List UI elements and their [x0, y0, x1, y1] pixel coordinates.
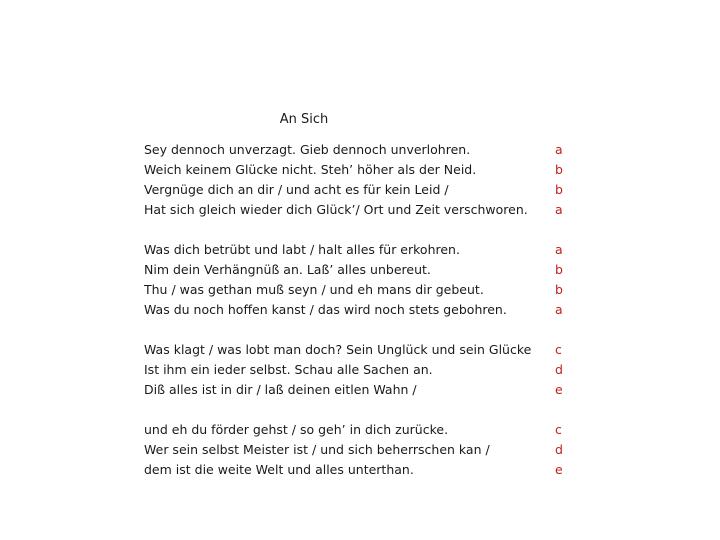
verse-line	[144, 440, 574, 460]
verse-text: Diß alles ist in dir / laß deinen eitlen Wahn /	[144, 382, 417, 397]
poem	[144, 112, 574, 480]
verse-line	[144, 300, 574, 320]
verse-line	[144, 340, 574, 360]
verse-line	[144, 180, 574, 200]
verse-text: Was dich betrübt und labt / halt alles für erkohren.	[144, 242, 460, 257]
rhyme-marker: b	[555, 282, 563, 297]
rhyme-marker: d	[555, 362, 563, 377]
verse-text: Vergnüge dich an dir / und acht es für kein Leid /	[144, 182, 449, 197]
rhyme-marker: e	[555, 382, 563, 397]
verse-text: Was du noch hoffen kanst / das wird noch stets gebohren.	[144, 302, 507, 317]
verse-text: Sey dennoch unverzagt. Gieb dennoch unverlohren.	[144, 142, 471, 157]
rhyme-marker: b	[555, 262, 563, 277]
verse-text: Weich keinem Glücke nicht. Steh’ höher als der Neid.	[144, 162, 477, 177]
rhyme-marker: c	[555, 342, 562, 357]
stanza-3	[144, 340, 574, 400]
verse-text: Thu / was gethan muß seyn / und eh mans dir gebeut.	[144, 282, 484, 297]
verse-text: Wer sein selbst Meister ist / und sich beherrschen kan /	[144, 442, 490, 457]
verse-line	[144, 140, 574, 160]
rhyme-marker: a	[555, 202, 563, 217]
rhyme-marker: b	[555, 182, 563, 197]
stanza-2	[144, 240, 574, 320]
rhyme-marker: d	[555, 442, 563, 457]
stanza-4	[144, 420, 574, 480]
verse-line	[144, 260, 574, 280]
verse-line	[144, 380, 574, 400]
verse-text: und eh du förder gehst / so geh’ in dich zurücke.	[144, 422, 449, 437]
verse-text: Ist ihm ein ieder selbst. Schau alle Sachen an.	[144, 362, 433, 377]
rhyme-marker: c	[555, 422, 562, 437]
verse-text: dem ist die weite Welt und alles unterthan.	[144, 462, 414, 477]
verse-line	[144, 200, 574, 220]
verse-text: Was klagt / was lobt man doch? Sein Unglück und sein Glücke	[144, 342, 532, 357]
rhyme-marker: a	[555, 142, 563, 157]
verse-text: Nim dein Verhängnüß an. Laß’ alles unbereut.	[144, 262, 431, 277]
verse-line	[144, 460, 574, 480]
rhyme-marker: a	[555, 242, 563, 257]
verse-line	[144, 160, 574, 180]
verse-line	[144, 240, 574, 260]
rhyme-marker: b	[555, 162, 563, 177]
poem-title: An Sich	[279, 112, 329, 127]
stanza-1	[144, 140, 574, 220]
verse-line	[144, 420, 574, 440]
verse-text: Hat sich gleich wieder dich Glück’/ Ort und Zeit verschworen.	[144, 202, 528, 217]
rhyme-marker: e	[555, 462, 563, 477]
rhyme-marker: a	[555, 302, 563, 317]
verse-line	[144, 360, 574, 380]
verse-line	[144, 280, 574, 300]
